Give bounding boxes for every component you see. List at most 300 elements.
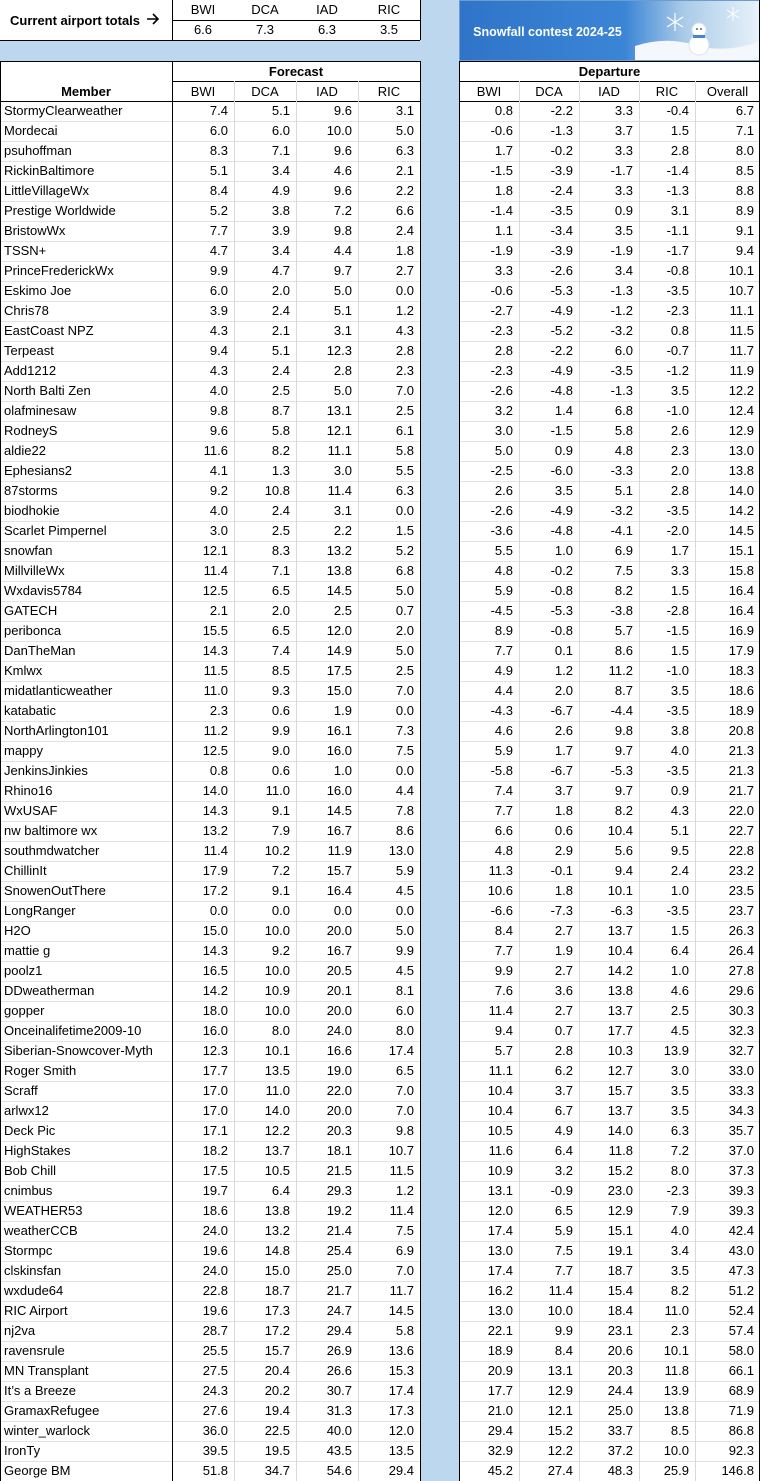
departure-value: 9.7 [614,783,633,798]
departure-value: 8.0 [670,1163,689,1178]
forecast-value: 10.1 [264,1043,290,1058]
overall-value: 16.4 [728,583,754,598]
forecast-value: 15.7 [264,1343,290,1358]
forecast-value: 6.9 [395,1243,414,1258]
departure-value: -3.5 [610,363,633,378]
departure-value: 2.3 [670,443,689,458]
departure-value: 13.9 [663,1383,689,1398]
forecast-value: 6.0 [395,1003,414,1018]
departure-value: 2.9 [554,843,573,858]
departure-value: 3.2 [554,1163,573,1178]
member-name: clskinsfan [4,1263,62,1278]
departure-value: 2.6 [554,723,573,738]
forecast-col-bwi: BWI [190,83,216,99]
forecast-value: 7.8 [395,803,414,818]
forecast-value: 6.0 [209,283,228,298]
forecast-value: 19.4 [264,1403,290,1418]
forecast-value: 16.7 [326,943,352,958]
departure-value: 13.7 [607,923,633,938]
forecast-value: 40.0 [326,1423,352,1438]
forecast-value: 14.9 [326,643,352,658]
column-gridline [296,81,297,1481]
banner-title: Snowfall contest 2024-25 [473,24,622,39]
departure-value: 5.7 [614,623,633,638]
departure-value: 2.6 [494,483,513,498]
departure-value: 2.0 [554,683,573,698]
departure-value: -0.2 [550,563,573,578]
departure-value: 4.0 [670,1223,689,1238]
forecast-value: 0.0 [395,283,414,298]
forecast-value: 4.0 [209,503,228,518]
departure-value: 6.2 [554,1063,573,1078]
departure-value: -4.8 [550,523,573,538]
forecast-value: 6.8 [395,563,414,578]
departure-value: 20.6 [607,1343,633,1358]
forecast-value: 8.7 [271,403,290,418]
forecast-value: 6.5 [395,1063,414,1078]
forecast-value: 7.0 [395,1083,414,1098]
departure-value: 1.5 [670,123,689,138]
member-name: ravensrule [4,1343,65,1358]
forecast-value: 21.4 [326,1223,352,1238]
departure-value: 25.0 [607,1403,633,1418]
forecast-value: 5.0 [395,923,414,938]
departure-value: 20.3 [607,1363,633,1378]
forecast-value: 9.9 [395,943,414,958]
departure-value: 1.0 [670,883,689,898]
forecast-value: 10.7 [388,1143,414,1158]
contest-banner [459,0,760,61]
member-name: PrinceFrederickWx [4,263,114,278]
forecast-value: 4.7 [209,243,228,258]
departure-value: 48.3 [607,1463,633,1478]
forecast-value: 6.3 [395,483,414,498]
forecast-value: 6.0 [209,123,228,138]
departure-value: 23.0 [607,1183,633,1198]
forecast-value: 9.8 [333,223,352,238]
member-name: IronTy [4,1443,41,1458]
forecast-value: 0.0 [395,703,414,718]
departure-value: 18.7 [607,1263,633,1278]
departure-value: 1.1 [494,223,513,238]
departure-value: 7.6 [494,983,513,998]
forecast-value: 12.0 [388,1423,414,1438]
departure-value: -1.0 [666,663,689,678]
forecast-value: 17.4 [388,1383,414,1398]
member-name: TSSN+ [4,243,47,258]
forecast-value: 19.6 [202,1243,228,1258]
member-name: katabatic [4,703,57,718]
forecast-value: 3.4 [271,243,290,258]
forecast-value: 7.4 [209,103,228,118]
forecast-value: 22.0 [326,1083,352,1098]
member-name: RIC Airport [4,1303,68,1318]
departure-value: -0.2 [550,143,573,158]
forecast-value: 5.0 [395,123,414,138]
member-name: nw baltimore wx [4,823,98,838]
forecast-value: 3.1 [333,503,352,518]
departure-value: 3.0 [670,1063,689,1078]
forecast-value: 2.0 [271,283,290,298]
forecast-value: 43.5 [326,1443,352,1458]
overall-value: 10.7 [728,283,754,298]
forecast-value: 21.5 [326,1163,352,1178]
table-left-border [0,61,1,1481]
forecast-value: 17.5 [202,1163,228,1178]
forecast-value: 12.5 [202,583,228,598]
departure-value: -4.1 [610,523,633,538]
overall-value: 21.3 [728,743,754,758]
departure-value: 3.5 [554,483,573,498]
departure-value: 10.5 [487,1123,513,1138]
departure-value: -3.2 [610,503,633,518]
member-name: DDweatherman [4,983,95,998]
forecast-value: 4.4 [395,783,414,798]
member-name: SnowenOutThere [4,883,106,898]
forecast-value: 26.9 [326,1343,352,1358]
forecast-value: 7.5 [395,743,414,758]
departure-value: -4.4 [610,703,633,718]
forecast-value: 15.0 [202,923,228,938]
member-name: nj2va [4,1323,36,1338]
forecast-value: 28.7 [202,1323,228,1338]
forecast-value: 2.4 [395,223,414,238]
overall-value: 43.0 [728,1243,754,1258]
forecast-value: 11.5 [389,1163,414,1178]
departure-value: -2.3 [666,1183,689,1198]
departure-value: 11.8 [608,1143,633,1158]
departure-value: -3.4 [550,223,573,238]
departure-value: -2.8 [666,603,689,618]
departure-value: 15.4 [607,1283,633,1298]
departure-value: 5.6 [614,843,633,858]
member-name: RodneyS [4,423,58,438]
departure-value: -5.3 [550,603,573,618]
forecast-value: 15.5 [202,623,228,638]
forecast-value: 3.9 [209,303,228,318]
forecast-value: 8.6 [395,823,414,838]
member-name: Deck Pic [4,1123,56,1138]
forecast-value: 24.7 [326,1303,352,1318]
forecast-value: 11.7 [389,1283,414,1298]
overall-value: 12.4 [728,403,754,418]
departure-value: 1.4 [554,403,573,418]
departure-value: 5.7 [494,1043,513,1058]
forecast-value: 10.0 [264,923,290,938]
forecast-value: 4.0 [209,383,228,398]
forecast-value: 8.0 [395,1023,414,1038]
member-name: Siberian-Snowcover-Myth [4,1043,153,1058]
departure-value: 18.4 [607,1303,633,1318]
forecast-value: 6.0 [271,123,290,138]
forecast-value: 4.5 [395,963,414,978]
overall-value: 33.3 [728,1083,754,1098]
departure-value: 15.7 [607,1083,633,1098]
forecast-value: 9.4 [209,343,228,358]
member-name: HighStakes [4,1143,71,1158]
departure-value: -3.5 [666,283,689,298]
forecast-value: 5.1 [271,103,290,118]
departure-value: 4.6 [494,723,513,738]
overall-value: 6.7 [735,103,754,118]
forecast-value: 5.2 [395,543,414,558]
totals-airport-bwi: BWI [190,2,216,17]
overall-value: 26.4 [728,943,754,958]
member-name: Ephesians2 [4,463,72,478]
departure-value: 2.8 [554,1043,573,1058]
departure-value: 5.0 [494,443,513,458]
departure-value: 8.4 [554,1343,573,1358]
departure-value: 12.9 [607,1203,633,1218]
departure-value: 3.5 [670,1263,689,1278]
departure-value: -5.2 [550,323,573,338]
departure-value: -0.1 [550,863,573,878]
forecast-value: 30.7 [326,1383,352,1398]
departure-value: 5.5 [494,543,513,558]
forecast-value: 14.8 [264,1243,290,1258]
forecast-value: 2.1 [209,603,228,618]
forecast-value: 10.2 [264,843,290,858]
totals-value-dca: 7.3 [255,22,275,37]
overall-value: 37.0 [728,1143,754,1158]
departure-value: 10.4 [607,823,633,838]
departure-value: 1.8 [494,183,513,198]
totals-value-ric: 3.5 [379,22,399,37]
member-column-border [172,61,173,1481]
departure-value: 12.2 [547,1443,573,1458]
forecast-value: 3.9 [271,223,290,238]
forecast-value: 7.0 [395,383,414,398]
member-name: olafminesaw [4,403,77,418]
member-name: arlwx12 [4,1103,49,1118]
departure-value: -1.4 [490,203,513,218]
departure-value: 1.5 [670,643,689,658]
forecast-value: 2.1 [271,323,290,338]
departure-value: -1.9 [490,243,513,258]
departure-value: 13.0 [487,1303,513,1318]
forecast-value: 10.0 [264,963,290,978]
overall-value: 11.5 [729,323,754,338]
departure-value: -6.7 [550,763,573,778]
overall-value: 12.9 [728,423,754,438]
forecast-value: 39.5 [202,1443,228,1458]
totals-airport-iad: IAD [316,2,338,17]
table-top-border [0,61,420,62]
departure-value: 2.7 [554,963,573,978]
forecast-value: 8.2 [271,443,290,458]
overall-value: 58.0 [728,1343,754,1358]
departure-value: -1.7 [666,243,689,258]
forecast-value: 19.5 [264,1443,290,1458]
forecast-value: 2.5 [395,403,414,418]
forecast-value: 0.8 [209,763,228,778]
overall-value: 9.4 [735,243,754,258]
departure-value: 3.3 [614,143,633,158]
departure-value: 8.4 [494,923,513,938]
departure-value: 17.4 [487,1263,513,1278]
overall-value: 29.6 [728,983,754,998]
departure-value: 17.7 [487,1383,513,1398]
forecast-value: 8.3 [271,543,290,558]
departure-value: -3.5 [550,203,573,218]
forecast-value: 4.1 [209,463,228,478]
forecast-value: 12.0 [326,623,352,638]
departure-value: 2.6 [670,423,689,438]
departure-value: -1.3 [550,123,573,138]
overall-value: 23.7 [728,903,754,918]
departure-value: 7.7 [554,1263,573,1278]
departure-value: 3.0 [494,423,513,438]
forecast-value: 1.0 [333,763,352,778]
departure-col-iad: IAD [598,83,620,99]
departure-value: 3.1 [670,203,689,218]
member-name: DanTheMan [4,643,76,658]
forecast-value: 1.2 [395,303,414,318]
departure-value: 8.2 [614,583,633,598]
forecast-value: 2.4 [271,503,290,518]
member-name: ChillinIt [4,863,47,878]
forecast-value: 29.3 [326,1183,352,1198]
forecast-value: 18.6 [202,1203,228,1218]
departure-value: 10.0 [663,1443,689,1458]
departure-value: 5.9 [494,743,513,758]
overall-value: 32.7 [728,1043,754,1058]
departure-value: -2.6 [490,503,513,518]
forecast-value: 4.9 [271,183,290,198]
forecast-value: 9.1 [271,803,290,818]
forecast-value: 9.6 [333,183,352,198]
departure-value: 4.8 [614,443,633,458]
departure-value: 3.8 [670,723,689,738]
departure-value: 3.7 [554,783,573,798]
departure-value: -2.3 [490,323,513,338]
overall-value: 27.8 [728,963,754,978]
forecast-value: 24.3 [202,1383,228,1398]
departure-value: 6.7 [554,1103,573,1118]
forecast-value: 51.8 [202,1463,228,1478]
forecast-value: 0.0 [395,903,414,918]
member-name: EastCoast NPZ [4,323,94,338]
overall-value: 13.0 [728,443,754,458]
departure-value: 8.6 [614,643,633,658]
forecast-value: 16.5 [202,963,228,978]
forecast-value: 11.0 [203,683,228,698]
forecast-value: 20.0 [326,1003,352,1018]
member-name: Mordecai [4,123,58,138]
overall-value: 42.4 [728,1223,754,1238]
forecast-value: 1.3 [271,463,290,478]
forecast-value: 14.3 [202,803,228,818]
forecast-value: 15.0 [326,683,352,698]
departure-value: -3.8 [610,603,633,618]
member-name: peribonca [4,623,62,638]
forecast-value: 29.4 [388,1463,414,1478]
departure-subheader-border [459,81,760,82]
departure-value: 0.9 [670,783,689,798]
forecast-value: 16.0 [202,1023,228,1038]
forecast-value: 12.3 [202,1043,228,1058]
forecast-value: 7.0 [395,683,414,698]
departure-value: 11.8 [664,1363,689,1378]
overall-value: 39.3 [728,1183,754,1198]
forecast-value: 16.1 [326,723,352,738]
forecast-value: 12.1 [202,543,228,558]
forecast-value: 10.0 [326,123,352,138]
overall-value: 13.8 [728,463,754,478]
departure-value: 45.2 [487,1463,513,1478]
forecast-value: 5.0 [395,643,414,658]
departure-value: 25.9 [663,1463,689,1478]
forecast-value: 2.2 [395,183,414,198]
member-name: mattie g [4,943,51,958]
departure-value: -2.4 [550,183,573,198]
departure-value: 3.5 [670,683,689,698]
departure-value: -1.7 [610,163,633,178]
departure-value: 13.9 [663,1043,689,1058]
departure-value: 1.7 [494,143,513,158]
forecast-value: 9.0 [271,743,290,758]
departure-value: -3.3 [610,463,633,478]
departure-value: -2.2 [550,103,573,118]
departure-value: 20.9 [487,1363,513,1378]
forecast-value: 2.3 [209,703,228,718]
departure-value: 4.0 [670,743,689,758]
member-name: midatlanticweather [4,683,113,698]
column-gridline [234,81,235,1481]
member-name: BristowWx [4,223,66,238]
departure-value: 15.2 [607,1163,633,1178]
departure-value: 2.3 [670,1323,689,1338]
forecast-value: 26.6 [326,1363,352,1378]
overall-value: 39.3 [728,1203,754,1218]
departure-value: 3.4 [614,263,633,278]
current-totals-label [0,0,172,40]
departure-value: 18.9 [487,1343,513,1358]
forecast-value: 6.5 [271,623,290,638]
departure-value: 1.0 [554,543,573,558]
forecast-value: 20.1 [326,983,352,998]
departure-value: 19.1 [607,1243,633,1258]
forecast-value: 11.4 [327,483,352,498]
member-name: It’s a Breeze [4,1383,77,1398]
forecast-value: 7.1 [271,143,290,158]
overall-value: 21.7 [728,783,754,798]
departure-value: -5.3 [610,763,633,778]
departure-value: -2.7 [490,303,513,318]
forecast-value: 0.0 [209,903,228,918]
departure-value: 10.6 [487,883,513,898]
departure-value: 3.5 [670,1083,689,1098]
member-name: Terpeast [4,343,54,358]
forecast-value: 7.7 [209,223,228,238]
forecast-value: 11.4 [389,1203,414,1218]
forecast-value: 14.5 [326,583,352,598]
overall-value: 52.4 [728,1303,754,1318]
forecast-value: 36.0 [202,1423,228,1438]
member-name: Roger Smith [4,1063,77,1078]
top-band-fill [0,40,460,61]
overall-value: 146.8 [721,1463,754,1478]
overall-value: 47.3 [728,1263,754,1278]
member-name: Stormpc [4,1243,53,1258]
forecast-value: 13.8 [326,563,352,578]
forecast-value: 20.2 [264,1383,290,1398]
forecast-value: 11.1 [327,443,352,458]
forecast-value: 9.8 [395,1123,414,1138]
departure-value: 37.2 [607,1443,633,1458]
forecast-value: 4.3 [209,323,228,338]
departure-value: 0.1 [554,643,573,658]
